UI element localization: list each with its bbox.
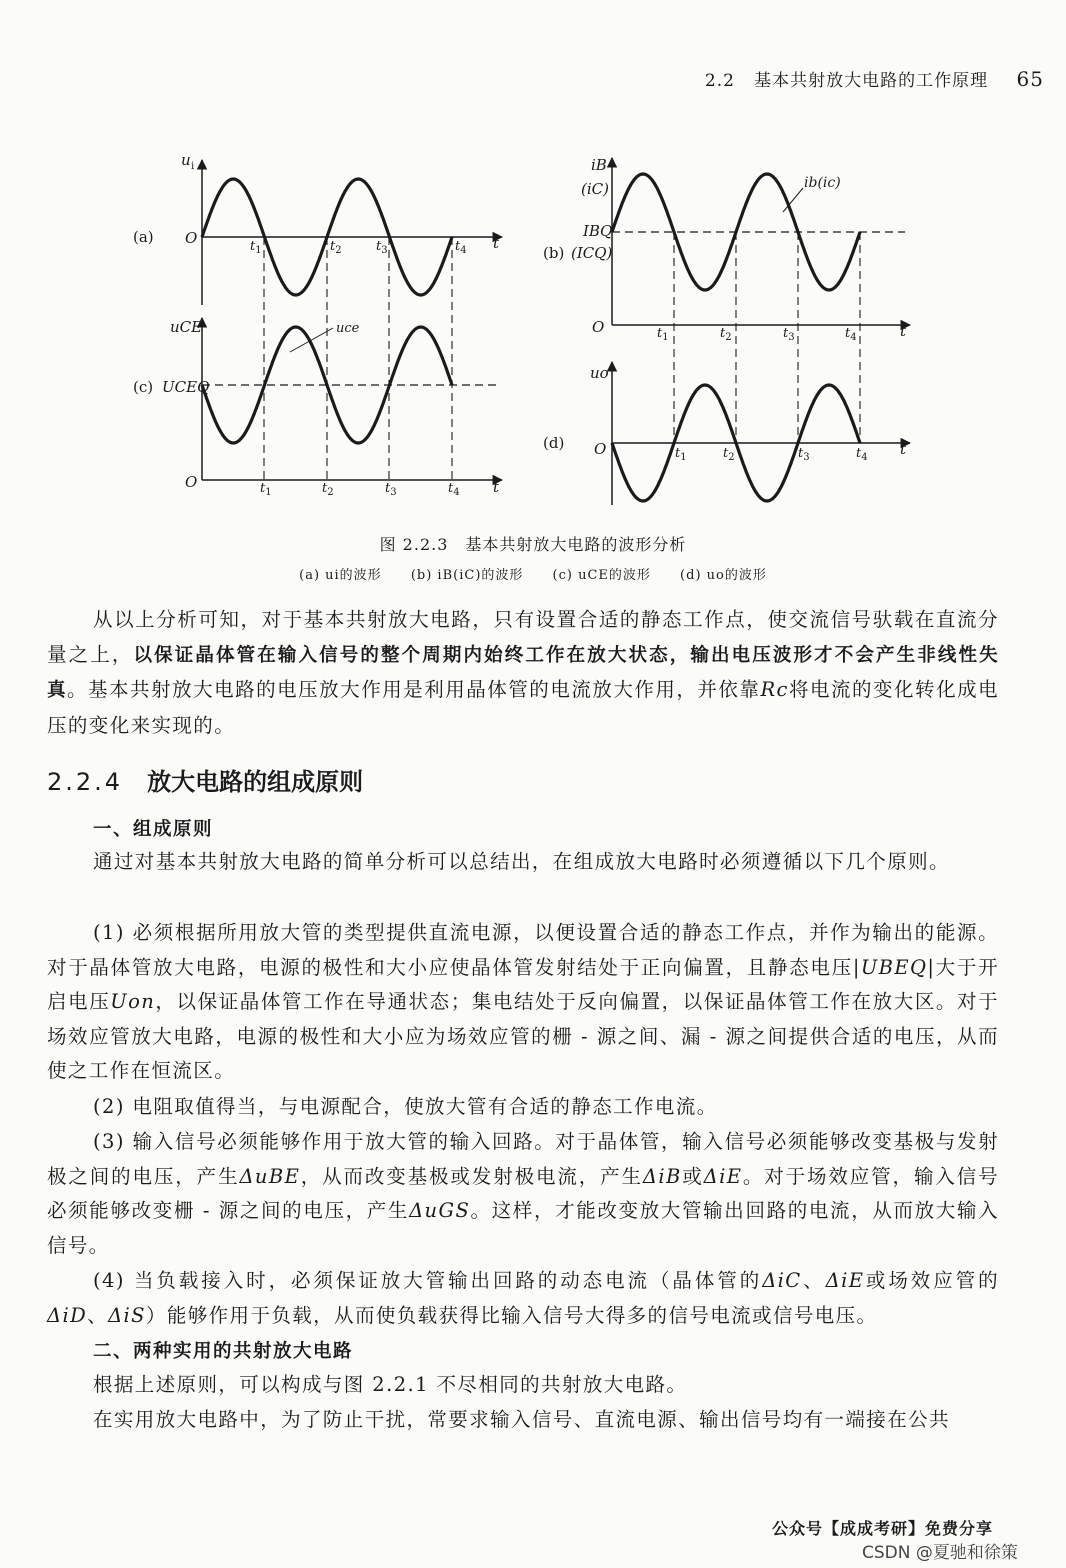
panel-b-t: t bbox=[900, 322, 907, 340]
panel-d-t: t bbox=[900, 440, 907, 458]
rule4-text-a: (4) 当负载接入时，必须保证放大管输出回路的动态电流（晶体管的 bbox=[93, 1269, 763, 1292]
panel-b-qlabel2: (ICQ) bbox=[571, 244, 613, 262]
rule3-dib: ΔiB bbox=[642, 1164, 682, 1188]
subsection-title-1: 一、组成原则 bbox=[93, 819, 214, 840]
header-section: 2.2 bbox=[704, 71, 735, 91]
rule4-text-c: ）能够作用于负载，从而使负载获得比输入信号大得多的信号电流或信号电压。 bbox=[145, 1303, 878, 1327]
rule3-die: ΔiE bbox=[703, 1164, 743, 1188]
para1-text-c: 将电流的变化转化成电压的变化来实现的。 bbox=[47, 678, 999, 737]
panel-a-ylabel-sub: i bbox=[191, 161, 195, 172]
panel-b-qlabel1: IBQ bbox=[583, 222, 613, 240]
rule4-sep1: 、 bbox=[801, 1269, 826, 1292]
panel-b-tick-t1: $t_1$ bbox=[657, 326, 669, 343]
rule4-dis: ΔiS bbox=[108, 1303, 146, 1327]
subsection-title-2: 二、两种实用的共射放大电路 bbox=[93, 1341, 354, 1362]
para1-rc: Rc bbox=[760, 678, 789, 701]
panel-a-ylabel: u bbox=[181, 151, 191, 169]
rule4-did: ΔiD bbox=[47, 1303, 88, 1327]
panel-c-curve-label: uce bbox=[336, 321, 360, 336]
panel-a-origin: O bbox=[185, 229, 198, 247]
page-header bbox=[0, 66, 1044, 91]
paragraph-rule-1 bbox=[47, 916, 999, 1089]
section-title: 放大电路的组成原则 bbox=[147, 768, 364, 796]
panel-d-origin: O bbox=[594, 440, 607, 458]
rule4-dic: ΔiC bbox=[762, 1269, 802, 1292]
paragraph-conclusion bbox=[47, 603, 999, 743]
rule1-text-a: (1) 必须根据所用放大管的类型提供直流电源，以便设置合适的静态工作点，并作为输出的能源。对于晶体管放大电路，电源的极性和大小应使晶体管发射结处于正向偏置，且静态电压 bbox=[47, 921, 999, 979]
para1-text-b: 。基本共射放大电路的电压放大作用是利用晶体管的电流放大作用，并依靠 bbox=[67, 678, 761, 701]
panel-b-tag: (b) bbox=[543, 244, 565, 262]
rule3-text-d: 。这样，才能改变放大管输出回路的电流，从而放大输入信号。 bbox=[47, 1199, 999, 1257]
panel-b-ylabel1: iB bbox=[591, 156, 607, 174]
panel-c-origin: O bbox=[185, 473, 198, 491]
rule4-die: ΔiE bbox=[825, 1269, 865, 1292]
panel-d-tick-t4: $t_4$ bbox=[856, 446, 868, 463]
paragraph-practical-1: 根据上述原则，可以构成与图 2.2.1 不尽相同的共射放大电路。 bbox=[93, 1373, 688, 1396]
figure-caption: 图 2.2.3 基本共射放大电路的波形分析 bbox=[379, 535, 687, 554]
csdn-watermark: CSDN @夏驰和徐策 bbox=[862, 1543, 1018, 1563]
panel-d-ylabel: uo bbox=[590, 364, 609, 382]
paragraph-rule-4 bbox=[47, 1264, 999, 1333]
rule4-sep2: 、 bbox=[87, 1303, 109, 1327]
panel-b-tick-t2: $t_2$ bbox=[720, 326, 732, 343]
paragraph-rule-2: (2) 电阻取值得当，与电源配合，使放大管有合适的静态工作电流。 bbox=[93, 1095, 718, 1118]
paragraph-rule-3 bbox=[47, 1125, 999, 1263]
panel-b-ylabel2: (iC) bbox=[581, 180, 609, 198]
panel-c-tick-t4: $t_4$ bbox=[448, 481, 460, 498]
panel-b-tick-t4: $t_4$ bbox=[845, 326, 857, 343]
rule4-text-b: 或场效应管的 bbox=[864, 1269, 1000, 1292]
panel-c-tag: (c) bbox=[133, 378, 154, 396]
figure-subcaptions bbox=[0, 564, 1066, 583]
panel-a-tick-t3: $t_3$ bbox=[376, 239, 388, 256]
panel-a-t: t bbox=[493, 234, 500, 252]
rule3-text-a: (3) 输入信号必须能够作用于放大管的输入回路。对于晶体管，输入信号必须能够改变基极与发射极之间的电压，产生 bbox=[47, 1130, 999, 1188]
subcaption-c: (c) uCE的波形 bbox=[552, 568, 651, 583]
panel-a-tick-t2: $t_2$ bbox=[330, 239, 342, 256]
waveform-figure bbox=[0, 130, 1066, 515]
rule1-ubeq: |UBEQ| bbox=[852, 955, 936, 979]
rule3-dube: ΔuBE bbox=[239, 1164, 301, 1188]
panel-d-tick-t3: $t_3$ bbox=[798, 446, 810, 463]
subcaption-b: (b) iB(iC)的波形 bbox=[410, 568, 524, 583]
panel-d-tick-t1: $t_1$ bbox=[675, 446, 687, 463]
rule3-text-b: ，从而改变基极或发射极电流，产生 bbox=[300, 1164, 643, 1188]
panel-b-tick-t3: $t_3$ bbox=[783, 326, 795, 343]
panel-a-tick-t1: $t_1$ bbox=[250, 239, 262, 256]
panel-c-tick-t1: $t_1$ bbox=[260, 481, 272, 498]
panel-c-ylabel: uCE bbox=[170, 318, 203, 336]
rule3-text-c: 。对于场效应管，输入信号必须能够改变栅 - 源之间的电压，产生 bbox=[47, 1164, 999, 1222]
panel-a-tag: (a) bbox=[133, 228, 154, 246]
header-title: 基本共射放大电路的工作原理 bbox=[754, 71, 989, 91]
paragraph-practical-2: 在实用放大电路中，为了防止干扰，常要求输入信号、直流电源、输出信号均有一端接在公共 bbox=[93, 1408, 950, 1431]
page-number: 65 bbox=[1016, 67, 1044, 91]
paragraph-intro: 通过对基本共射放大电路的简单分析可以总结出，在组成放大电路时必须遵循以下几个原则。 bbox=[93, 850, 950, 873]
section-heading bbox=[47, 762, 363, 797]
subcaption-d: (d) uo的波形 bbox=[680, 568, 767, 583]
rule1-text-b: 大于开启电压 bbox=[47, 955, 999, 1013]
panel-a-tick-t4: $t_4$ bbox=[455, 239, 467, 256]
panel-d-tag: (d) bbox=[543, 434, 565, 452]
panel-c-tick-t2: $t_2$ bbox=[322, 481, 334, 498]
panel-c-qlabel: UCEQ bbox=[162, 378, 210, 396]
para1-text-a: 从以上分析可知，对于基本共射放大电路，只有设置合适的静态工作点，使交流信号驮载在直流分量之上， bbox=[47, 608, 999, 666]
panel-c-tick-t3: $t_3$ bbox=[385, 481, 397, 498]
panel-b-origin: O bbox=[592, 318, 605, 336]
section-number: 2.2.4 bbox=[47, 768, 124, 796]
para1-bold: 以保证晶体管在输入信号的整个周期内始终工作在放大状态，输出电压波形才不会产生非线性失真 bbox=[47, 644, 999, 701]
rule3-dugs: ΔuGS bbox=[409, 1199, 471, 1222]
panel-c-t: t bbox=[493, 478, 500, 496]
rule1-text-c: ，以保证晶体管工作在导通状态；集电结处于反向偏置，以保证晶体管工作在放大区。对于场效应管放大电路，电源的极性和大小应为场效应管的栅 - 源之间、漏 - 源之间提供合适的电压，从而使之工作在恒流区。 bbox=[47, 990, 999, 1082]
rule1-uon: Uon bbox=[110, 990, 156, 1013]
rule3-or: 或 bbox=[681, 1164, 704, 1188]
panel-b-curve-label: ib(ic) bbox=[804, 175, 841, 191]
panel-d-tick-t2: $t_2$ bbox=[723, 446, 735, 463]
footer-promo: 公众号【成成考研】免费分享 bbox=[772, 1519, 994, 1538]
subcaption-a: (a) ui的波形 bbox=[299, 568, 382, 583]
